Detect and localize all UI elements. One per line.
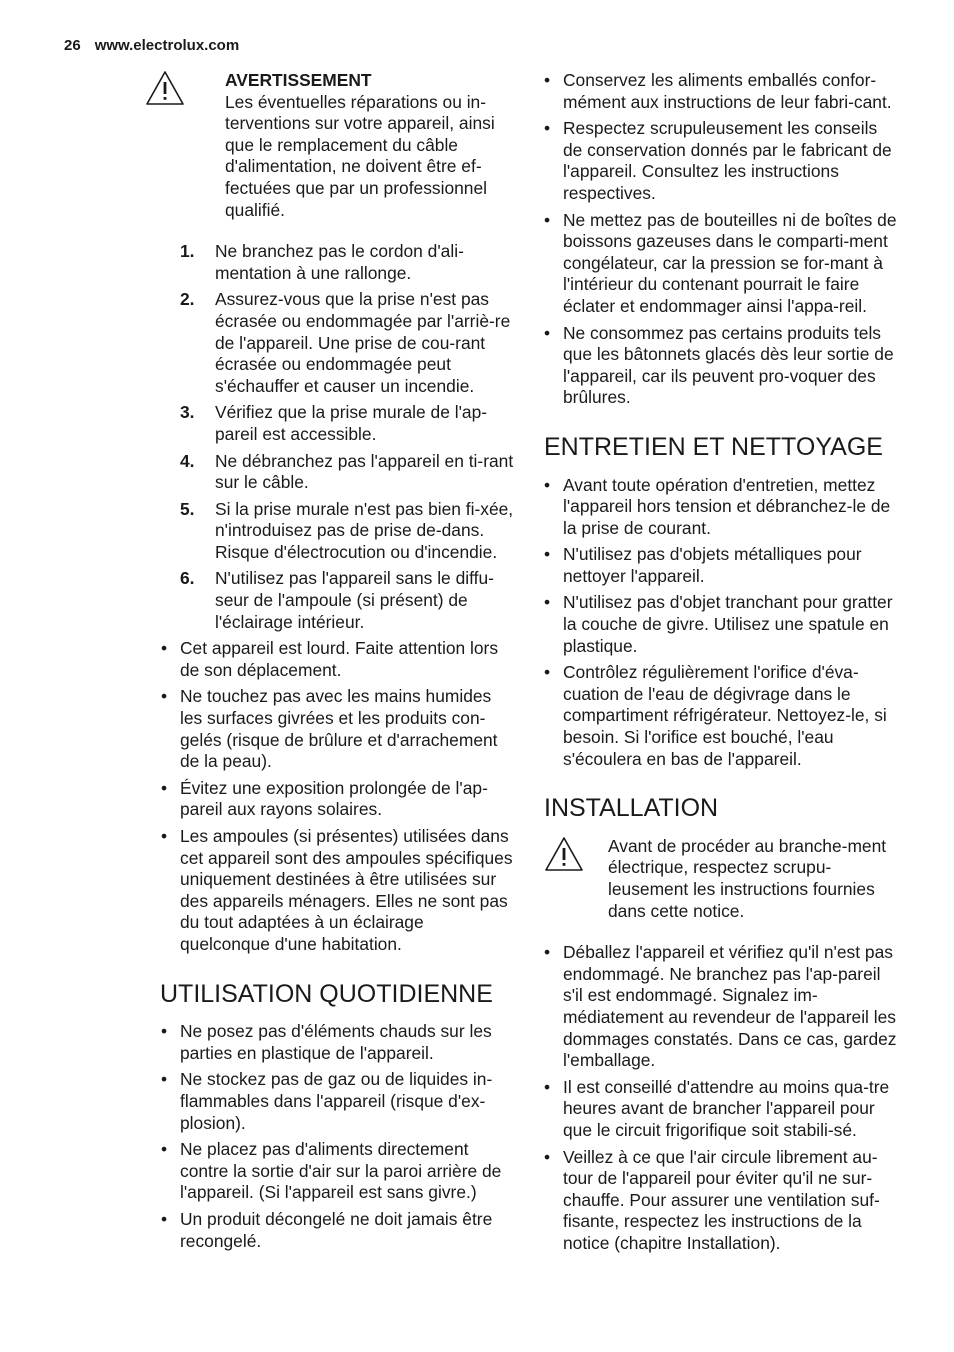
section-title-cleaning: ENTRETIEN ET NETTOYAGE bbox=[544, 432, 883, 461]
bullet-list bbox=[528, 942, 900, 1254]
list-item: 6. N'utilisez pas l'appareil sans le diffu-seur de l'ampoule (si présent) de l'éclairage intérieur. bbox=[180, 568, 494, 632]
list-item: • Avant toute opération d'entretien, mettez l'appareil hors tension et débranchez-le de la prise de courant. bbox=[528, 475, 900, 540]
warning-triangle-icon bbox=[145, 70, 185, 106]
warning-text: Les éventuelles réparations ou in-terventions sur votre appareil, ainsi que le remplacement du câble d'alimentation, ne doivent être ef-fectuées que par un professionnel qualifié. bbox=[225, 91, 495, 220]
list-item: • Un produit décongelé ne doit jamais être recongelé. bbox=[145, 1209, 517, 1252]
bullet-list bbox=[145, 638, 517, 955]
warning-triangle-icon bbox=[544, 836, 584, 872]
list-item: • Ne touchez pas avec les mains humides les surfaces givrées et les produits con-gelés (risque de brûlure et d'arrachement de la peau). bbox=[145, 686, 517, 772]
list-item: • Contrôlez régulièrement l'orifice d'éva-cuation de l'eau de dégivrage dans le compartiment réfrigérateur. Nettoyez-le, si besoin. Si l'orifice est bouché, l'eau s'écoulera en bas de l'appareil. bbox=[528, 662, 900, 770]
warning-box bbox=[544, 836, 900, 922]
section-title-installation: INSTALLATION bbox=[544, 794, 719, 823]
list-item: • Déballez l'appareil et vérifiez qu'il n'est pas endommagé. Ne branchez pas l'ap-pareil s'il est endommagé. Signalez im-médiatement au revendeur de l'appareil les dommages constatés. Dans ce cas, gardez l'emballage. bbox=[528, 942, 900, 1072]
warning-title: AVERTISSEMENT bbox=[225, 70, 372, 90]
bullet-list bbox=[528, 70, 900, 409]
list-item: • Évitez une exposition prolongée de l'ap-pareil aux rayons solaires. bbox=[145, 778, 517, 821]
list-item: • Il est conseillé d'attendre au moins qua-tre heures avant de brancher l'appareil pour que le circuit frigorifique soit stabili-sé. bbox=[528, 1077, 900, 1142]
page-header bbox=[64, 37, 239, 54]
warning-box bbox=[145, 70, 517, 221]
list-item: • N'utilisez pas d'objets métalliques pour nettoyer l'appareil. bbox=[528, 544, 900, 587]
left-column bbox=[145, 70, 517, 1257]
right-column bbox=[528, 70, 900, 1260]
list-item: 1. Ne branchez pas le cordon d'ali-mentation à une rallonge. bbox=[180, 241, 464, 283]
list-item: • Ne consommez pas certains produits tels que les bâtonnets glacés dès leur sortie de l'appareil, car ils peuvent pro-voquer des brûlures. bbox=[528, 323, 900, 409]
list-item: • Les ampoules (si présentes) utilisées dans cet appareil sont des ampoules spécifiques uniquement destinées à être utilisées sur des appareils ménagers. Elles ne sont pas du tout adaptées à un éclairage quelconque d'une habitation. bbox=[145, 826, 517, 956]
numbered-list bbox=[145, 241, 517, 633]
list-item: • N'utilisez pas d'objet tranchant pour gratter la couche de givre. Utilisez une spatule en plastique. bbox=[528, 592, 900, 657]
page-number: 26 bbox=[64, 37, 81, 54]
list-item: 4. Ne débranchez pas l'appareil en ti-rant sur le câble. bbox=[180, 450, 514, 493]
list-item: 3. Vérifiez que la prise murale de l'ap-pareil est accessible. bbox=[180, 402, 488, 444]
list-item: • Conservez les aliments emballés confor-mément aux instructions de leur fabri-cant. bbox=[528, 70, 900, 113]
list-item: 2. Assurez-vous que la prise n'est pas écrasée ou endommagée par l'arriè-re de l'appareil. Une prise de cou-rant écrasée ou endommagée peut s'échauffer et causer un incendie. bbox=[180, 289, 511, 396]
list-item: • Ne placez pas d'aliments directement contre la sortie d'air sur la paroi arrière de l'appareil. (Si l'appareil est sans givre.) bbox=[145, 1139, 517, 1204]
list-item: • Ne stockez pas de gaz ou de liquides in-flammables dans l'appareil (risque d'ex-plosion). bbox=[145, 1069, 517, 1134]
site-url[interactable]: www.electrolux.com bbox=[94, 37, 240, 54]
list-item: • Respectez scrupuleusement les conseils de conservation donnés par le fabricant de l'appareil. Consultez les instructions respectives. bbox=[528, 118, 900, 204]
list-item: • Veillez à ce que l'air circule librement au-tour de l'appareil pour éviter qu'il ne sur-chauffe. Pour assurer une ventilation suf-fisante, respectez les instructions de la notice (chapitre Installation). bbox=[528, 1147, 900, 1255]
list-item: • Cet appareil est lourd. Faite attention lors de son déplacement. bbox=[145, 638, 517, 681]
list-item: • Ne mettez pas de bouteilles ni de boîtes de boissons gazeuses dans le comparti-ment congélateur, car la pression se for-mant à l'intérieur du contenant pourrait le faire éclater et endommager ainsi l'appa-reil. bbox=[528, 210, 900, 318]
bullet-list bbox=[145, 1021, 517, 1252]
warning-text: Avant de procéder au branche-ment électrique, respectez scrupu-leusement les instructions fournies dans cette notice. bbox=[608, 835, 887, 921]
list-item: 5. Si la prise murale n'est pas bien fi-xée, n'introduisez pas de prise de-dans. Risque d'électrocution ou d'incendie. bbox=[180, 498, 514, 562]
bullet-list bbox=[528, 475, 900, 771]
section-title-daily-use: UTILISATION QUOTIDIENNE bbox=[160, 979, 493, 1008]
list-item: • Ne posez pas d'éléments chauds sur les parties en plastique de l'appareil. bbox=[145, 1021, 517, 1064]
